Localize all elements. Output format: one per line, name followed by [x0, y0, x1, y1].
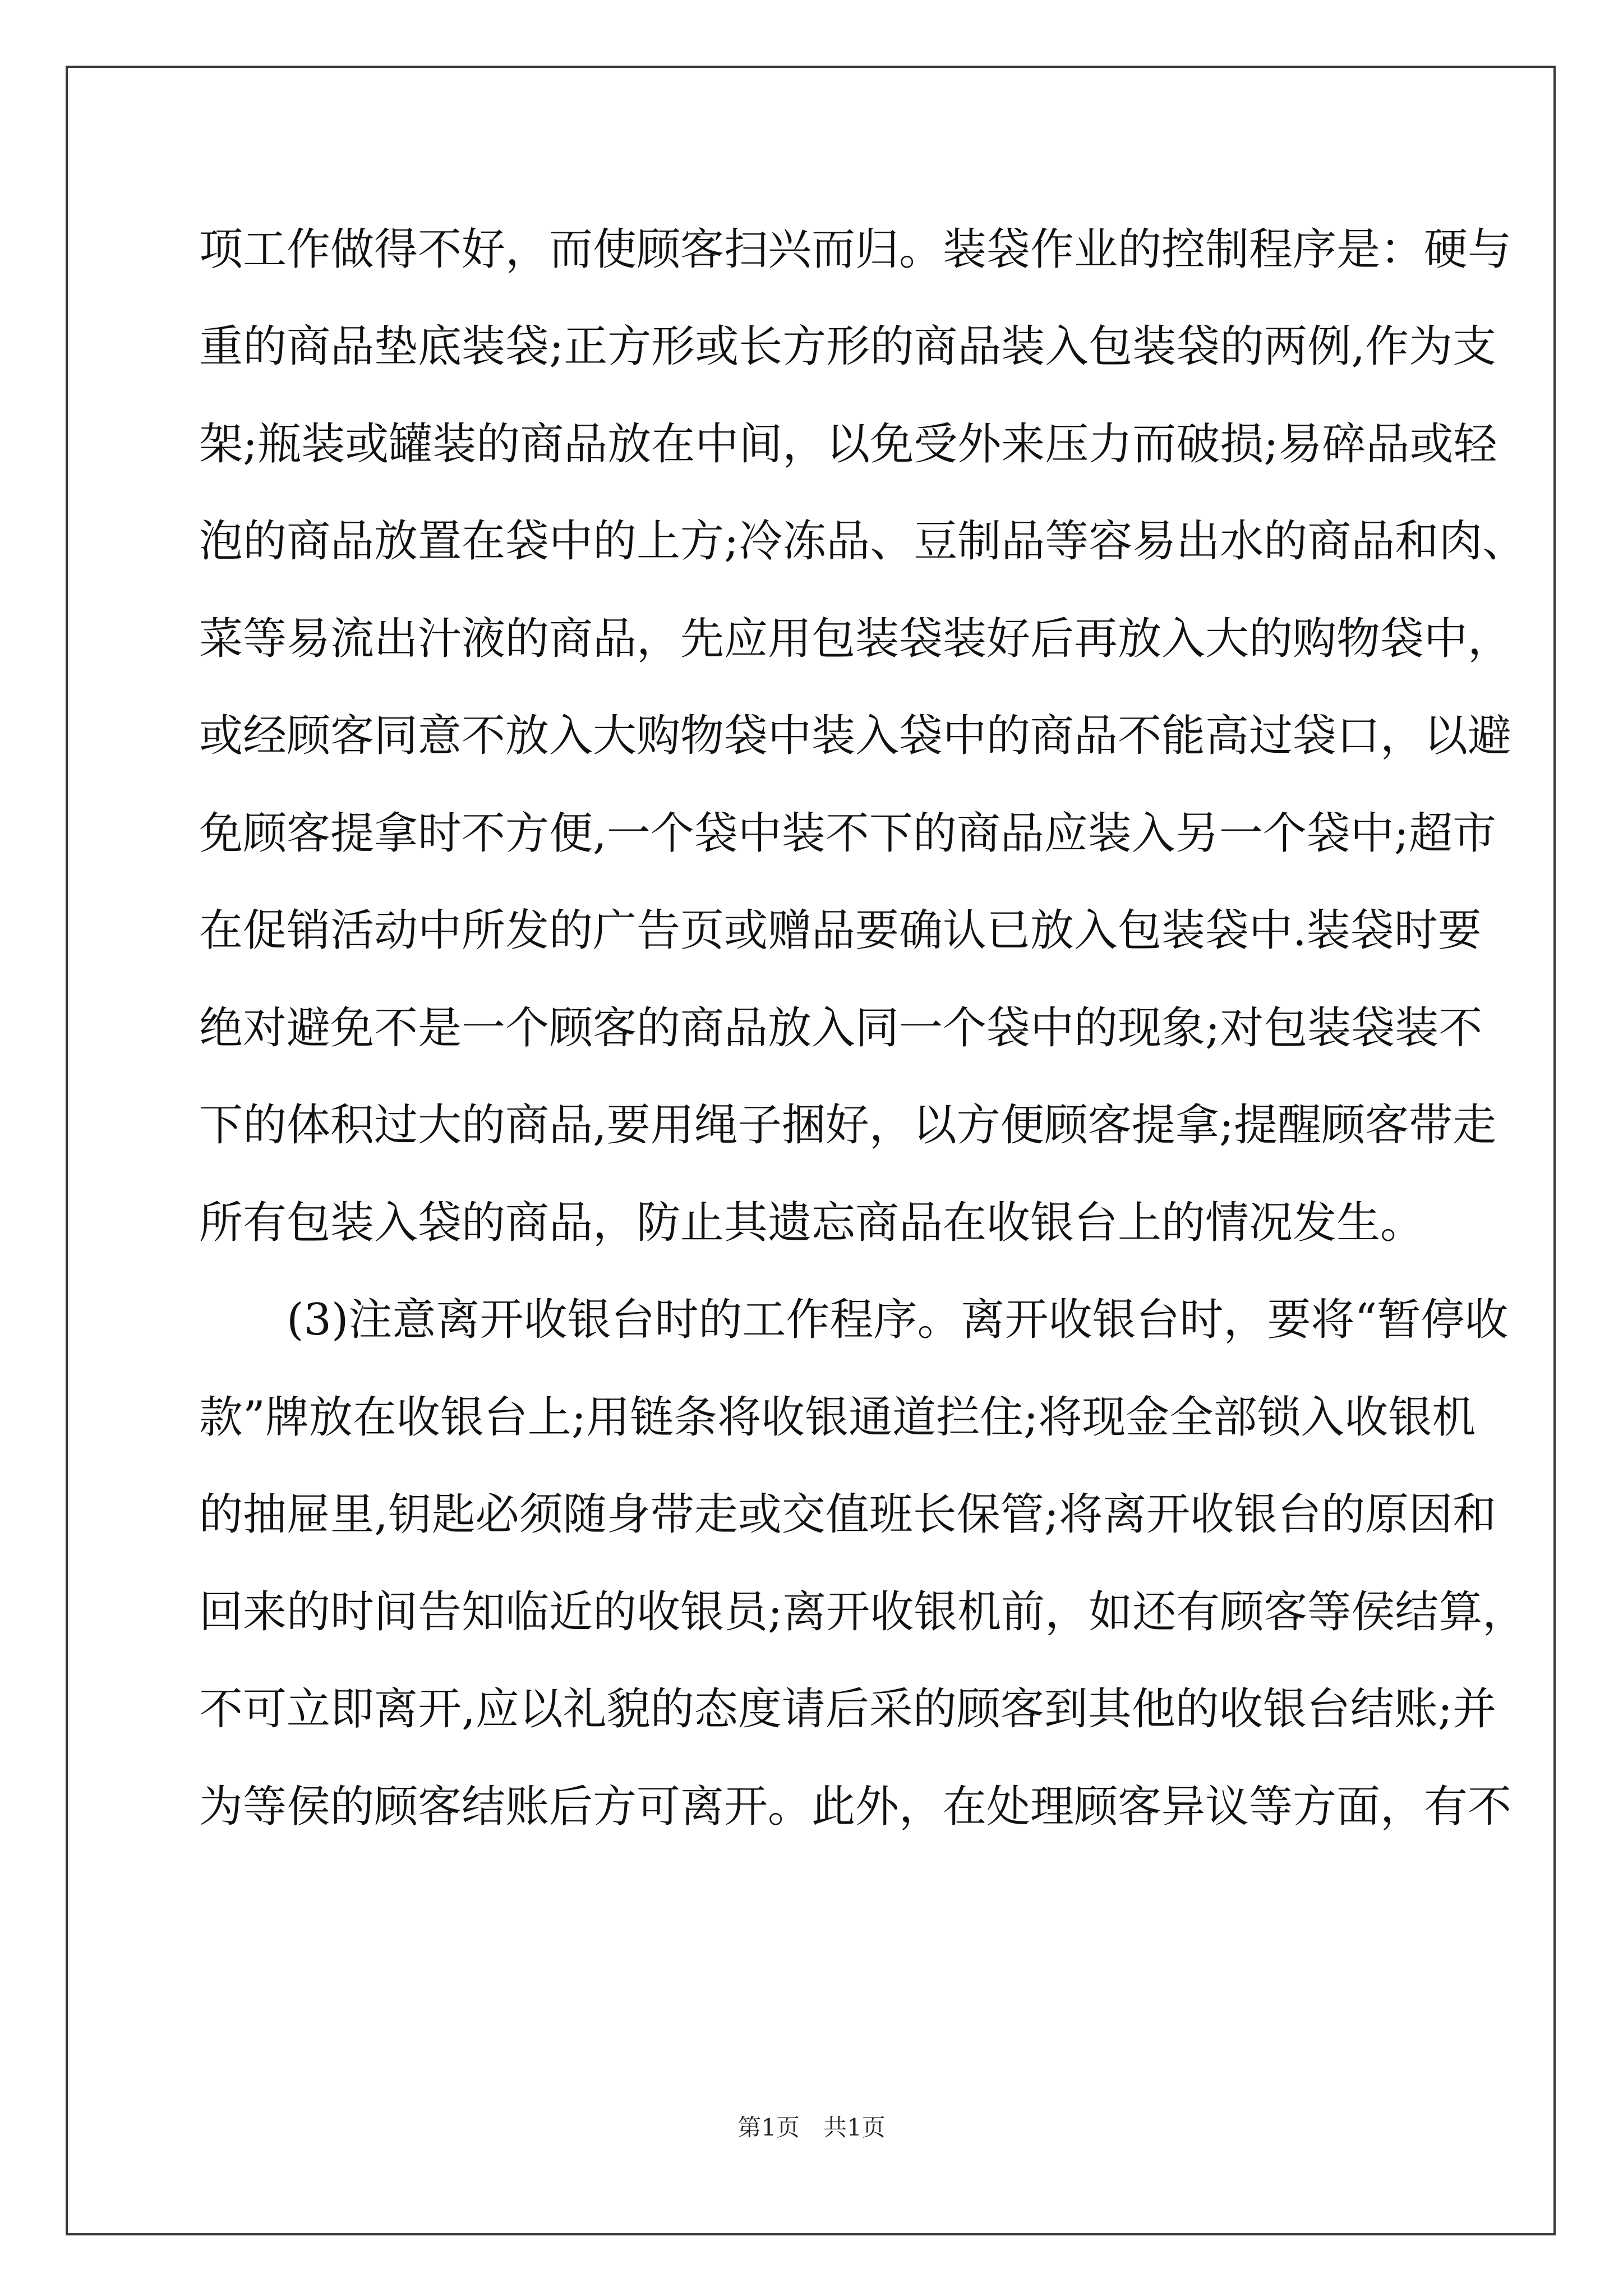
text-line: 为等侯的顾客结账后方可离开。此外，在处理顾客异议等方面，有不: [199, 1782, 1512, 1832]
text-line: 免顾客提拿时不方便,一个袋中装不下的商品应装入另一个袋中;超市: [199, 808, 1497, 859]
page-footer: 第1页 共1页: [737, 2114, 886, 2141]
text-line: 款”牌放在收银台上;用链条将收银通道拦住;将现金全部锁入收银机: [199, 1392, 1476, 1443]
text-line: 绝对避免不是一个顾客的商品放入同一个袋中的现象;对包装袋装不: [199, 1003, 1483, 1053]
text-line: 项工作做得不好，而使顾客扫兴而归。装袋作业的控制程序是：硬与: [199, 224, 1512, 275]
text-line: 泡的商品放置在袋中的上方;冷冻品、豆制品等容易出水的商品和肉、: [199, 516, 1527, 567]
text-line: (3)注意离开收银台时的工作程序。离开收银台时，要将“暂停收: [199, 1295, 1509, 1345]
text-line: 菜等易流出汁液的商品，先应用包装袋装好后再放入大的购物袋中，: [199, 614, 1512, 664]
text-line: 架;瓶装或罐装的商品放在中间，以免受外来压力而破损;易碎品或轻: [199, 419, 1497, 470]
text-line: 下的体积过大的商品,要用绳子捆好，以方便顾客提拿;提醒顾客带走: [199, 1100, 1497, 1151]
text-line: 在促销活动中所发的广告页或赠品要确认已放入包装袋中.装袋时要: [199, 905, 1482, 956]
text-line: 回来的时间告知临近的收银员;离开收银机前，如还有顾客等侯结算，: [199, 1587, 1527, 1637]
text-line: 重的商品垫底装袋;正方形或长方形的商品装入包装袋的两例,作为支: [199, 321, 1497, 372]
text-line: 所有包装入袋的商品，防止其遗忘商品在收银台上的情况发生。: [199, 1198, 1424, 1248]
text-line: 或经顾客同意不放入大购物袋中装入袋中的商品不能高过袋口，以避: [199, 711, 1512, 761]
text-line: 的抽屉里,钥匙必须随身带走或交值班长保管;将离开收银台的原因和: [199, 1489, 1497, 1540]
text-line: 不可立即离开,应以礼貌的态度请后采的顾客到其他的收银台结账;并: [199, 1684, 1497, 1734]
